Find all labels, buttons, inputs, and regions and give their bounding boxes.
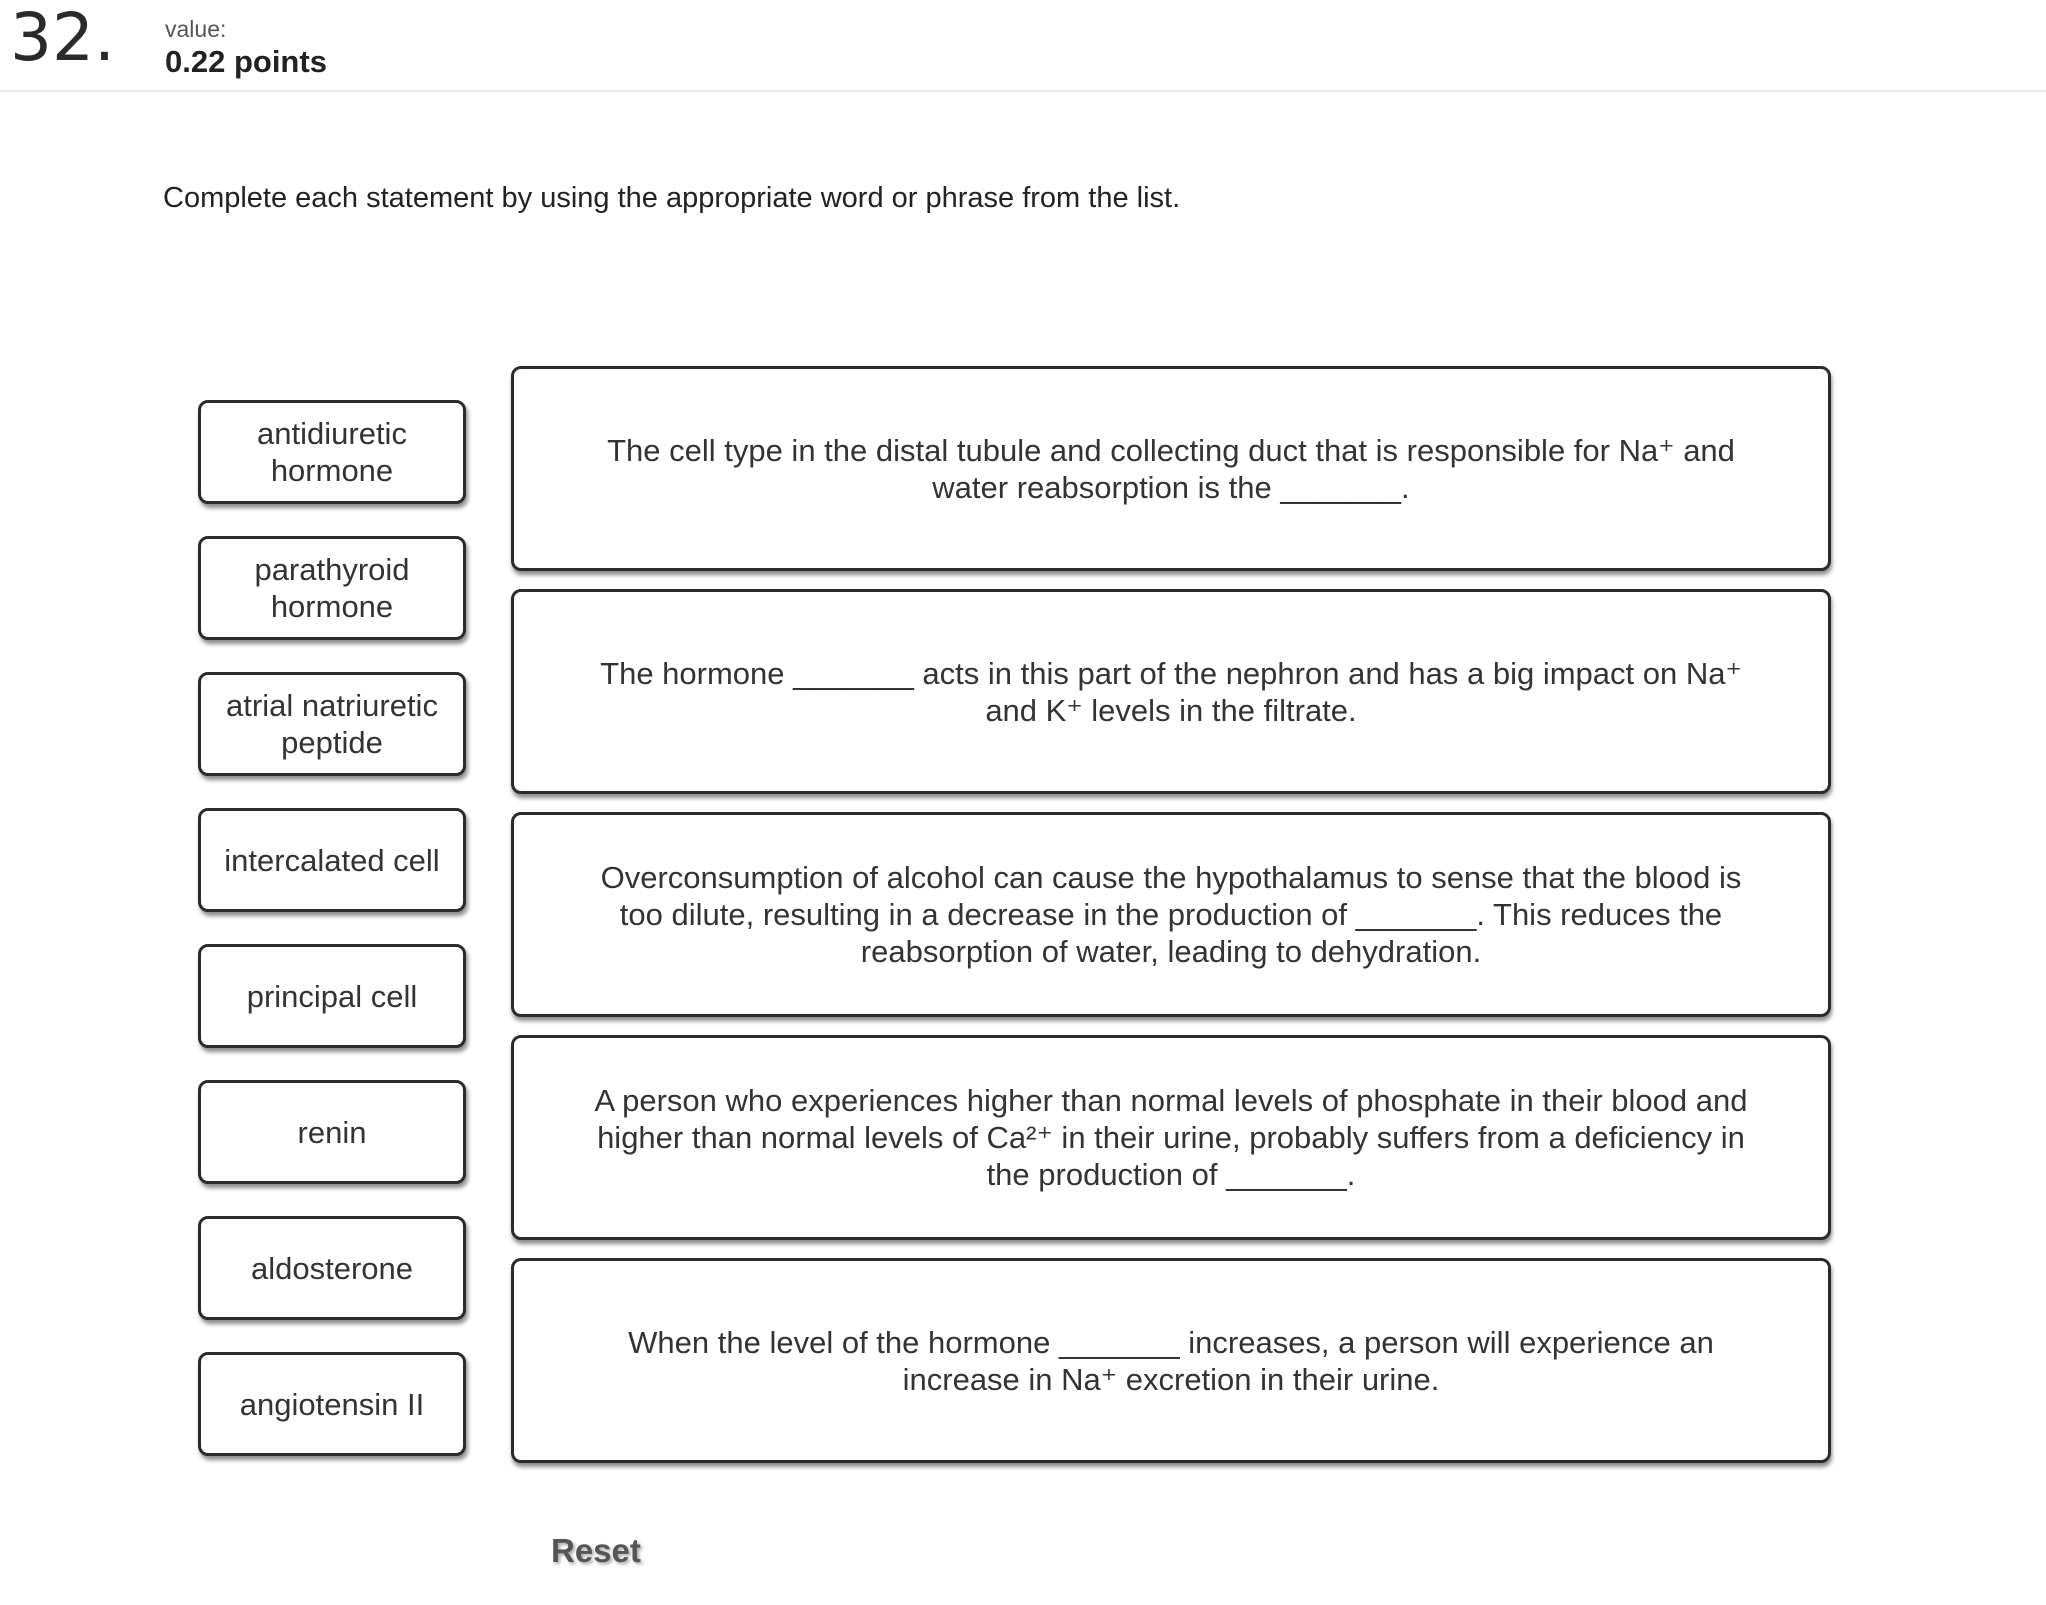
drop-target-statement-2[interactable]: [511, 589, 1831, 794]
choice-label: intercalated cell: [224, 842, 440, 878]
statement-text: The hormone _______ acts in this part of the nephron and has a big impact on Na⁺ and K⁺ levels in the filtrate.: [600, 655, 1742, 728]
question-header: [0, 0, 2046, 92]
drop-target-statement-4[interactable]: [511, 1035, 1831, 1240]
choice-label: renin: [297, 1114, 367, 1150]
choice-label: parathyroid hormone: [254, 552, 410, 624]
instructions-text: Complete each statement by using the appropriate word or phrase from the list.: [163, 182, 1181, 214]
choice-label: antidiuretic hormone: [257, 416, 407, 488]
choice-label: angiotensin II: [239, 1386, 425, 1422]
value-points: 0.22 points: [165, 44, 327, 79]
choice-antidiuretic-hormone[interactable]: [198, 400, 466, 504]
reset-button[interactable]: Reset: [551, 1532, 641, 1569]
choice-angiotensin-ii[interactable]: [198, 1352, 466, 1456]
choice-label: principal cell: [246, 978, 418, 1014]
statement-text: When the level of the hormone _______ increases, a person will experience an increase in Na⁺ excretion in their urine.: [628, 1324, 1714, 1397]
choice-parathyroid-hormone[interactable]: [198, 536, 466, 640]
statement-text: Overconsumption of alcohol can cause the hypothalamus to sense that the blood is too dilute, resulting in a decrease in the production of _______. This reduces the reabsorption of water, leading to dehydration.: [600, 860, 1742, 969]
choice-intercalated-cell[interactable]: [198, 808, 466, 912]
statement-text: The cell type in the distal tubule and collecting duct that is responsible for Na⁺ and water reabsorption is the _______.: [607, 432, 1735, 505]
choice-atrial-natriuretic-peptide[interactable]: [198, 672, 466, 776]
choice-label: atrial natriuretic peptide: [226, 688, 438, 760]
statement-text: A person who experiences higher than normal levels of phosphate in their blood and higher than normal levels of Ca²⁺ in their urine, probably suffers from a deficiency in the production of _______.: [594, 1083, 1748, 1192]
drop-target-statement-5[interactable]: [511, 1258, 1831, 1463]
drop-target-statement-3[interactable]: [511, 812, 1831, 1017]
question-number: 32.: [10, 0, 115, 76]
choice-label: aldosterone: [250, 1250, 413, 1286]
value-label: value:: [165, 16, 227, 42]
drop-target-statement-1[interactable]: [511, 366, 1831, 571]
choice-renin[interactable]: [198, 1080, 466, 1184]
choice-principal-cell[interactable]: [198, 944, 466, 1048]
choice-aldosterone[interactable]: [198, 1216, 466, 1320]
